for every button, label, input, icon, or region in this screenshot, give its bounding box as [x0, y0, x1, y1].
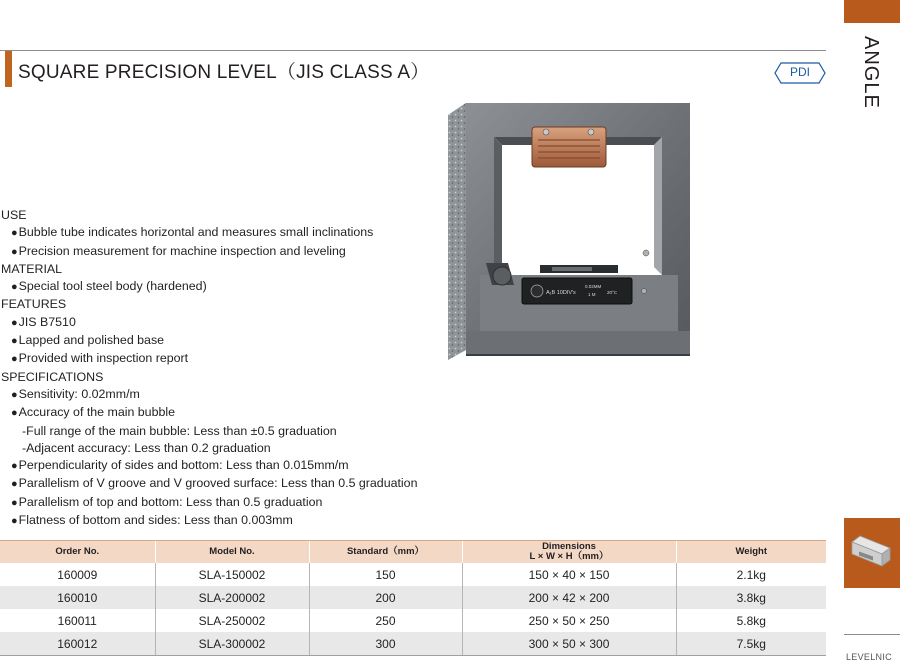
table-header-row	[0, 541, 826, 563]
spec-sub-item: -Adjacent accuracy: Less than 0.2 graduation	[22, 440, 271, 455]
features-item: ● JIS B7510	[0, 314, 460, 332]
spec-item: ● Perpendicularity of sides and bottom: Less than 0.015mm/m	[0, 457, 460, 475]
column-header-weight: Weight	[676, 541, 826, 563]
cell-model-no: SLA-250002	[155, 609, 309, 632]
use-item: ● Precision measurement for machine inspection and leveling	[0, 243, 460, 261]
square-level-photo	[448, 95, 690, 361]
spec-item: ● Parallelism of V groove and V grooved surface: Less than 0.5 graduation	[0, 475, 460, 493]
spec-item: ● Flatness of bottom and sides: Less than 0.003mm	[0, 512, 460, 530]
top-divider	[0, 50, 826, 51]
spec-sub-item: -Full range of the main bubble: Less than ±0.5 graduation	[22, 423, 337, 438]
column-header-dimensions	[462, 541, 676, 563]
cell-model-no: SLA-200002	[155, 586, 309, 609]
vial-label-mid: 0.02MM	[585, 284, 602, 289]
side-footer-label: LEVELNIC	[846, 652, 892, 662]
side-section-label: ANGLE	[860, 36, 882, 109]
cell-order-no: 160009	[57, 567, 98, 582]
material-item: ● Special tool steel body (hardened)	[0, 278, 460, 296]
cell-order-no: 160012	[0, 632, 155, 656]
side-tab-marker	[844, 0, 900, 23]
column-header-standard: Standard（mm）	[309, 541, 462, 563]
use-heading: USE	[1, 208, 27, 222]
vial-label-left: A₁B 10DIV's	[546, 290, 576, 296]
product-description	[0, 207, 460, 530]
use-item: ● Bubble tube indicates horizontal and measures small inclinations	[0, 224, 460, 242]
cell-standard: 250	[309, 609, 462, 632]
features-heading: FEATURES	[1, 297, 67, 312]
spec-item: ● Parallelism of top and bottom: Less than 0.5 graduation	[0, 494, 460, 512]
table-row	[0, 586, 826, 609]
column-header-order-no: Order No.	[0, 541, 155, 563]
features-item: ● Provided with inspection report	[0, 350, 460, 368]
side-divider	[844, 634, 900, 635]
side-level-thumbnail[interactable]	[844, 518, 900, 588]
spec-item: ● Sensitivity: 0.02mm/m	[0, 386, 460, 404]
cell-dimensions: 150 × 40 × 150	[462, 563, 676, 586]
specifications-heading: SPECIFICATIONS	[1, 369, 104, 384]
dimensions-header-line1: Dimensions	[542, 541, 596, 552]
pdi-brand-logo: PDI	[774, 62, 826, 84]
dimensions-header-line2: L × W × H（mm）	[529, 551, 609, 562]
material-heading: MATERIAL	[1, 261, 63, 276]
page-title: SQUARE PRECISION LEVEL（JIS CLASS A）	[18, 62, 430, 83]
cell-dimensions: 300 × 50 × 300	[462, 632, 676, 656]
level-thumbnail-icon	[852, 536, 890, 566]
cell-dimensions: 250 × 50 × 250	[462, 609, 676, 632]
cell-model-no: SLA-150002	[155, 563, 309, 586]
cell-model-no: SLA-300002	[155, 632, 309, 656]
cell-weight: 5.8kg	[676, 609, 826, 632]
cell-standard: 300	[309, 632, 462, 656]
model-spec-table	[0, 541, 826, 656]
vial-label-sub: 1 M	[588, 292, 596, 297]
cell-standard: 150	[309, 563, 462, 586]
cell-weight: 2.1kg	[676, 563, 826, 586]
cell-order-no: 160010	[0, 586, 155, 609]
cell-standard: 200	[309, 586, 462, 609]
table-row	[0, 632, 826, 656]
cell-weight: 3.8kg	[676, 586, 826, 609]
title-accent-bar	[5, 51, 12, 87]
cell-weight: 7.5kg	[676, 632, 826, 656]
table-row	[0, 609, 826, 632]
features-item: ● Lapped and polished base	[0, 332, 460, 350]
spec-item: ● Accuracy of the main bubble	[0, 404, 460, 422]
cell-dimensions: 200 × 42 × 200	[462, 586, 676, 609]
cell-order-no: 160011	[57, 613, 97, 628]
table-row	[0, 563, 826, 586]
vial-label-right: 20°C	[607, 290, 618, 295]
column-header-model-no: Model No.	[155, 541, 309, 563]
